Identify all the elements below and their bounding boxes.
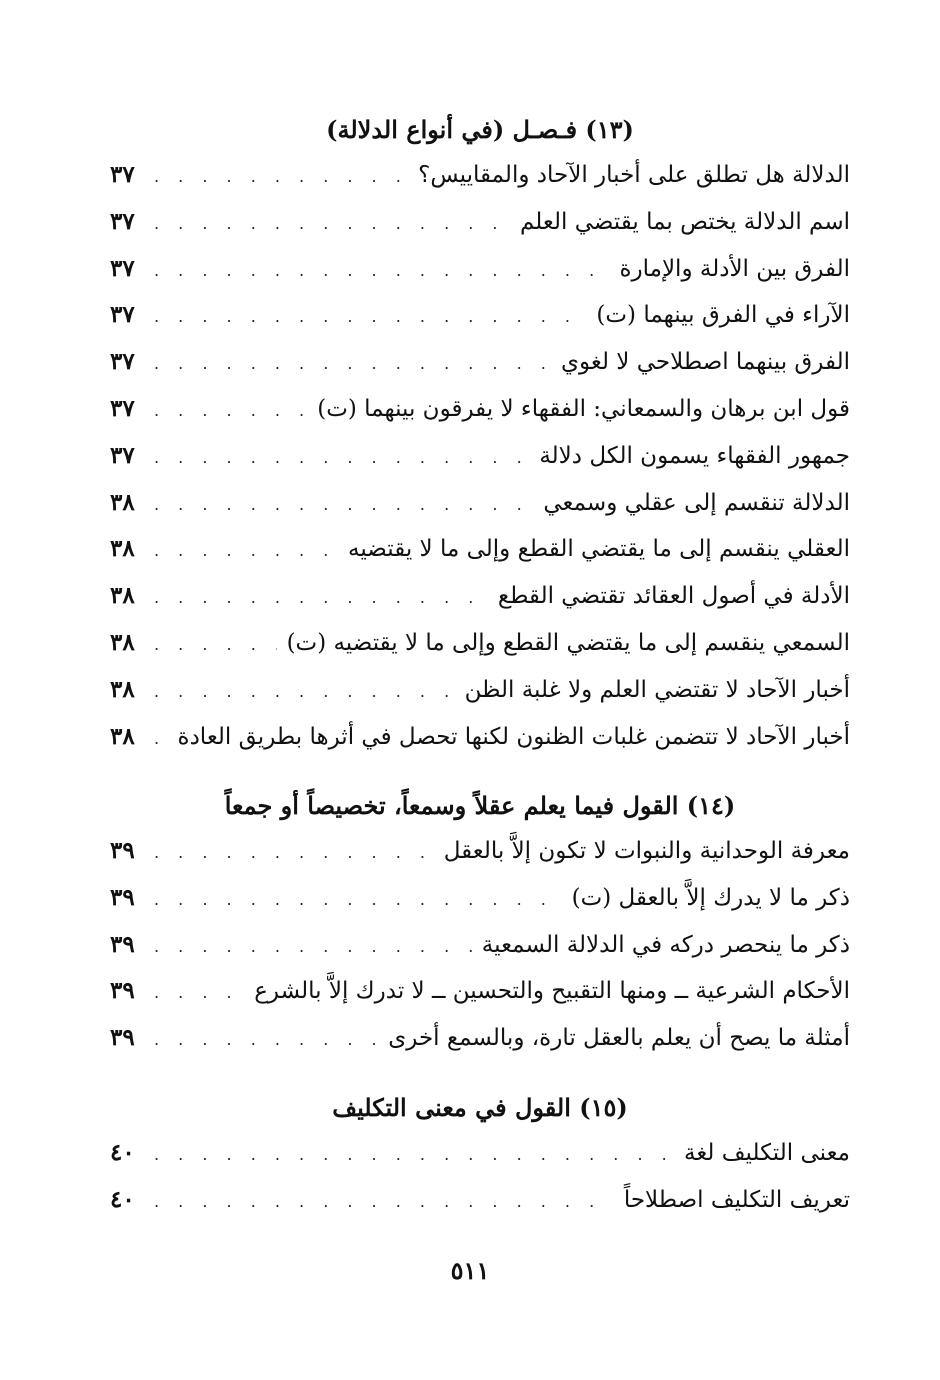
entry-page-number: ٣٧ [110, 394, 135, 422]
leader-dots [154, 575, 488, 622]
entry-title: جمهور الفقهاء يسمون الكل دلالة [539, 442, 850, 469]
leader-dots [154, 970, 244, 1017]
leader-dots [154, 622, 277, 669]
leader-dots [154, 1017, 378, 1064]
leader-dots [154, 830, 434, 877]
leader-dots [154, 669, 455, 716]
entry-title: الآراء في الفرق بينهما (ت) [596, 302, 850, 329]
section-heading: (١٣) فـصـل (في أنواع الدلالة) [326, 115, 634, 144]
leader-dots [154, 341, 551, 388]
entry-page-number: ٣٧ [110, 161, 135, 188]
entry-title: الأدلة في أصول العقائد تقتضي القطع [497, 583, 850, 610]
entry-title: الفرق بين الأدلة والإمارة [619, 255, 850, 282]
entry-page-number: ٣٩ [110, 883, 135, 911]
toc-entry [110, 875, 850, 922]
toc-entry [110, 1130, 850, 1177]
leader-dots [154, 201, 510, 248]
leader-dots [154, 877, 562, 924]
leader-dots [154, 248, 609, 295]
toc-entry [110, 526, 850, 573]
leader-dots [154, 154, 408, 201]
toc-entry [110, 968, 850, 1015]
toc-entry [110, 620, 850, 667]
entry-title: ذكر ما لا يدرك إلاَّ بالعقل (ت) [571, 884, 850, 911]
toc-entry [110, 573, 850, 620]
entry-title: الدلالة هل تطلق على أخبار الآحاد والمقاييس؟ [418, 162, 850, 188]
leader-dots [154, 482, 533, 529]
toc-section-14 [110, 784, 850, 1062]
toc-entry [110, 1177, 850, 1224]
toc-entry [110, 1015, 850, 1062]
toc-entry [110, 828, 850, 875]
entry-page-number: ٣٩ [110, 977, 135, 1005]
leader-dots [154, 716, 168, 763]
leader-dots [154, 1132, 674, 1179]
entry-title: اسم الدلالة يختص بما يقتضي العلم [519, 208, 850, 235]
page-number: ٥١١ [450, 1256, 490, 1285]
entry-title: الدلالة تنقسم إلى عقلي وسمعي [543, 489, 850, 516]
entry-page-number: ٣٩ [110, 930, 135, 958]
toc-entry [110, 246, 850, 293]
entry-page-number: ٣٧ [110, 301, 135, 329]
entry-title: معنى التكليف لغة [684, 1140, 850, 1166]
toc-entry [110, 922, 850, 969]
entry-page-number: ٣٩ [110, 1024, 135, 1052]
entry-title: معرفة الوحدانية والنبوات لا تكون إلاَّ بالعقل [443, 838, 850, 864]
entry-title: الأحكام الشرعية ــ ومنها التقبيح والتحسين ــ لا تدرك إلاَّ بالشرع [254, 978, 850, 1005]
leader-dots [154, 294, 586, 341]
toc-entry [110, 152, 850, 199]
entry-page-number: ٣٧ [110, 254, 135, 282]
entry-page-number: ٣٨ [110, 488, 135, 516]
leader-dots [154, 435, 529, 482]
toc-entry [110, 667, 850, 714]
toc-entry [110, 714, 850, 761]
leader-dots [154, 528, 338, 575]
toc-entry [110, 339, 850, 386]
entry-page-number: ٣٨ [110, 582, 135, 610]
entry-page-number: ٣٨ [110, 628, 135, 656]
entry-page-number: ٣٧ [110, 441, 135, 469]
entry-title: العقلي ينقسم إلى ما يقتضي القطع وإلى ما لا يقتضيه [348, 536, 850, 563]
entry-page-number: ٤٠ [110, 1185, 135, 1213]
entry-title: تعريف التكليف اصطلاحاً [623, 1186, 850, 1213]
entry-title: أخبار الآحاد لا تتضمن غلبات الظنون لكنها تحصل في أثرها بطريق العادة [177, 723, 850, 750]
toc-entry [110, 386, 850, 433]
leader-dots [154, 388, 307, 435]
toc-entry [110, 480, 850, 527]
entry-title: الفرق بينهما اصطلاحي لا لغوي [560, 349, 850, 376]
toc-entry [110, 433, 850, 480]
toc-entry [110, 292, 850, 339]
toc-section-15 [110, 1086, 850, 1224]
entry-page-number: ٣٧ [110, 348, 135, 376]
entry-title: أمثلة ما يصح أن يعلم بالعقل تارة، وبالسمع أخرى [388, 1025, 850, 1052]
entry-page-number: ٣٧ [110, 207, 135, 235]
entry-title: السمعي ينقسم إلى ما يقتضي القطع وإلى ما لا يقتضيه (ت) [286, 629, 850, 656]
entry-page-number: ٣٩ [110, 837, 135, 864]
toc-section-13 [110, 108, 850, 760]
entry-title: قول ابن برهان والسمعاني: الفقهاء لا يفرقون بينهما (ت) [317, 395, 850, 422]
entry-page-number: ٤٠ [110, 1139, 135, 1166]
leader-dots [154, 924, 472, 971]
entry-page-number: ٣٨ [110, 535, 135, 563]
section-heading: (١٤) القول فيما يعلم عقلاً وسمعاً، تخصيصاً أو جمعاً [224, 791, 736, 820]
leader-dots [154, 1179, 614, 1226]
entry-title: أخبار الآحاد لا تقتضي العلم ولا غلبة الظن [464, 676, 850, 703]
section-heading: (١٥) القول في معنى التكليف [332, 1093, 628, 1122]
entry-page-number: ٣٨ [110, 722, 135, 750]
entry-title: ذكر ما ينحصر دركه في الدلالة السمعية [481, 931, 850, 958]
toc-entry [110, 199, 850, 246]
entry-page-number: ٣٨ [110, 675, 135, 703]
